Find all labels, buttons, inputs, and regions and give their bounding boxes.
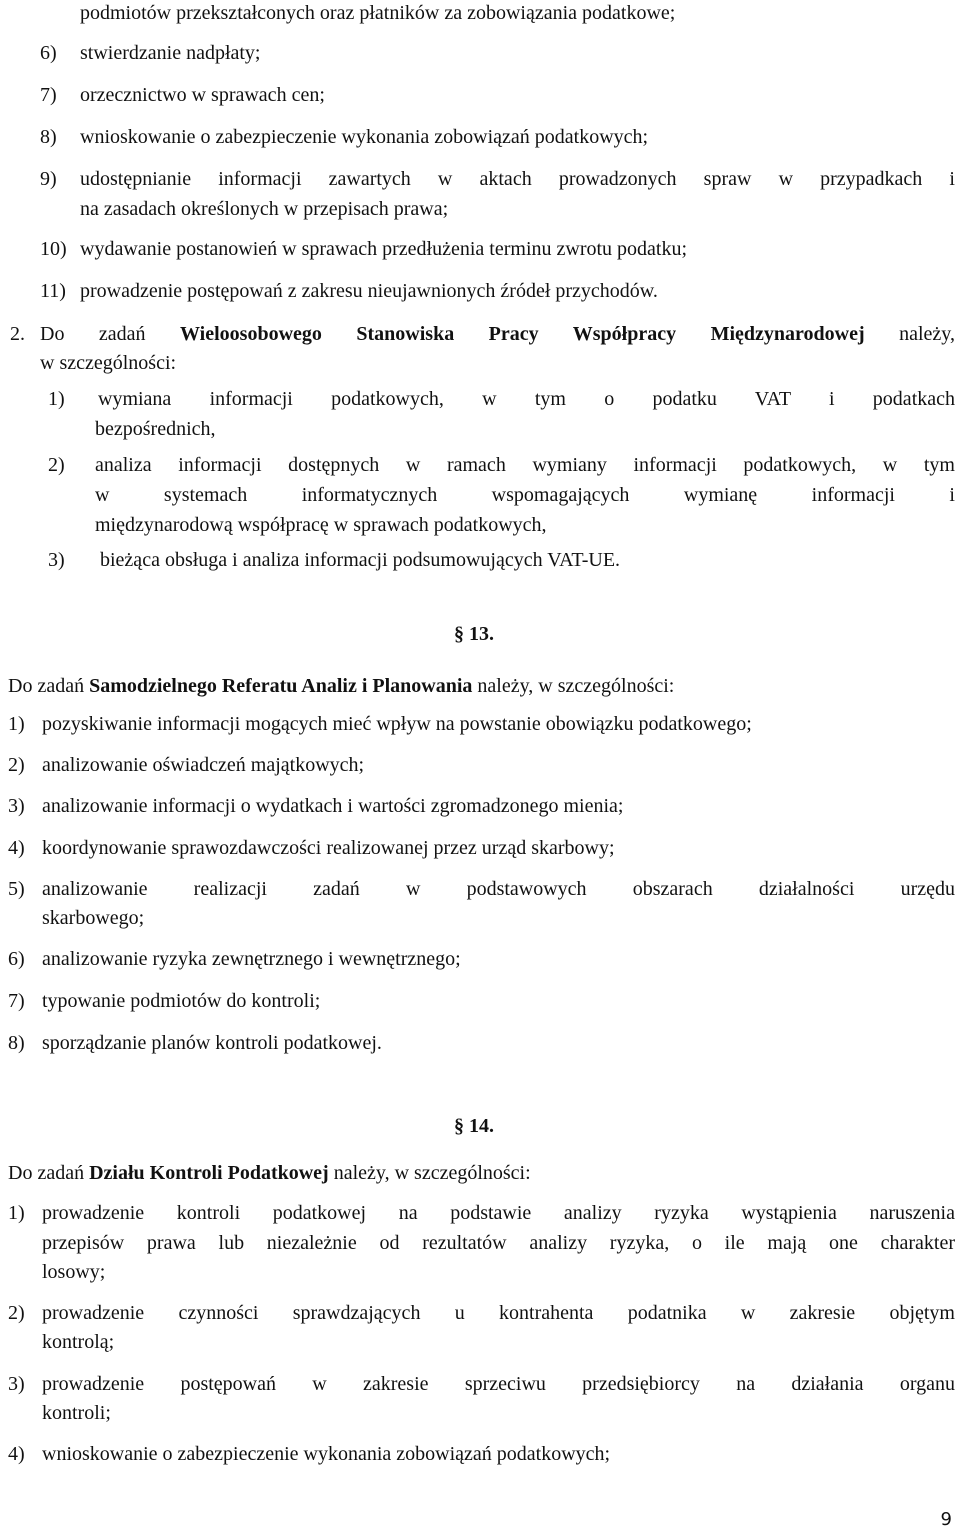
s13-num-8: 8): [8, 1032, 25, 1054]
para2-line1: [40, 322, 955, 346]
list1-item-8: wnioskowanie o zabezpieczenie wykonania zobowiązań podatkowych;: [80, 126, 649, 148]
s14-num-2: 2): [8, 1302, 25, 1324]
s13-item-5-line1: analizowanie realizacji zadań w podstawowych obszarach działalności urzędu: [42, 878, 955, 900]
list1-item-10: wydawanie postanowień w sprawach przedłużenia terminu zwrotu podatku;: [80, 238, 688, 260]
section-13-pre: Do zadań: [8, 675, 90, 697]
list1-num-11: 11): [40, 280, 66, 302]
s13-num-7: 7): [8, 990, 25, 1012]
s14-num-1: 1): [8, 1202, 25, 1224]
list1-num-6: 6): [40, 42, 57, 64]
s13-num-3: 3): [8, 795, 25, 817]
section-14-unit-name: Działu Kontroli Podatkowej: [89, 1162, 329, 1184]
list1-num-8: 8): [40, 126, 57, 148]
para2-item-2-line3: międzynarodową współpracę w sprawach podatkowych,: [95, 514, 547, 536]
page-number: 9: [940, 1509, 952, 1530]
intro-continuation: podmiotów przekształconych oraz płatników za zobowiązania podatkowe;: [80, 2, 676, 24]
s13-num-6: 6): [8, 948, 25, 970]
list1-item-7: orzecznictwo w sprawach cen;: [80, 84, 325, 106]
s14-item-3-line2: kontroli;: [42, 1402, 111, 1424]
para2-num-2: 2): [48, 454, 65, 476]
list1-item-9-line1: udostępnianie informacji zawartych w aktach prowadzonych spraw w przypadkach i: [80, 168, 955, 190]
s13-item-4: koordynowanie sprawozdawczości realizowanej przez urząd skarbowy;: [42, 837, 615, 859]
s13-item-3: analizowanie informacji o wydatkach i wartości zgromadzonego mienia;: [42, 795, 624, 817]
list1-num-9: 9): [40, 168, 57, 190]
s13-num-2: 2): [8, 754, 25, 776]
para2-num-1: 1): [48, 388, 65, 410]
s13-num-4: 4): [8, 837, 25, 859]
s13-item-7: typowanie podmiotów do kontroli;: [42, 990, 321, 1012]
s13-item-5-line2: skarbowego;: [42, 907, 145, 929]
para2-pre: Do zadań: [40, 323, 181, 345]
list1-num-10: 10): [40, 238, 67, 260]
s13-item-2: analizowanie oświadczeń majątkowych;: [42, 754, 365, 776]
s14-item-4: wnioskowanie o zabezpieczenie wykonania zobowiązań podatkowych;: [42, 1443, 611, 1465]
s13-item-8: sporządzanie planów kontroli podatkowej.: [42, 1032, 382, 1054]
para2-number: 2.: [10, 323, 25, 345]
para2-item-2-line1: analiza informacji dostępnych w ramach wymiany informacji podatkowych, w tym: [95, 454, 955, 476]
section-14-post: należy, w szczególności:: [328, 1162, 531, 1184]
section-14-heading: § 14.: [454, 1115, 494, 1137]
s14-num-3: 3): [8, 1373, 25, 1395]
section-13-unit-name: Samodzielnego Referatu Analiz i Planowania: [89, 675, 473, 697]
section-13-heading: § 13.: [454, 623, 494, 645]
s13-num-5: 5): [8, 878, 25, 900]
para2-item-3: bieżąca obsługa i analiza informacji podsumowujących VAT-UE.: [100, 549, 621, 571]
s13-item-6: analizowanie ryzyka zewnętrznego i wewnętrznego;: [42, 948, 461, 970]
list1-item-11: prowadzenie postępowań z zakresu nieujawnionych źródeł przychodów.: [80, 280, 658, 302]
s14-item-2-line2: kontrolą;: [42, 1331, 115, 1353]
para2-post: należy,: [864, 323, 955, 345]
list1-item-6: stwierdzanie nadpłaty;: [80, 42, 261, 64]
section-13-post: należy, w szczególności:: [472, 675, 675, 697]
s14-item-3-line1: prowadzenie postępowań w zakresie sprzeciwu przedsiębiorcy na działania organu: [42, 1373, 955, 1395]
s14-item-2-line1: prowadzenie czynności sprawdzających u kontrahenta podatnika w zakresie objętym: [42, 1302, 955, 1324]
para2-item-1-line1: wymiana informacji podatkowych, w tym o podatku VAT i podatkach: [98, 388, 955, 410]
section-14-intro: [8, 1161, 531, 1185]
s14-num-4: 4): [8, 1443, 25, 1465]
para2-num-3: 3): [48, 549, 65, 571]
list1-item-9-line2: na zasadach określonych w przepisach prawa;: [80, 198, 449, 220]
list1-num-7: 7): [40, 84, 57, 106]
s13-num-1: 1): [8, 713, 25, 735]
s14-item-1-line2: przepisów prawa lub niezależnie od rezultatów analizy ryzyka, o ile mają one charakter: [42, 1232, 955, 1254]
s14-item-1-line3: losowy;: [42, 1261, 106, 1283]
para2-item-2-line2: w systemach informatycznych wspomagających wymianę informacji i: [95, 484, 955, 506]
section-13-intro: [8, 674, 674, 698]
para2-unit-name: Wieloosobowego Stanowiska Pracy Współpracy Międzynarodowej: [180, 323, 865, 345]
s14-item-1-line1: prowadzenie kontroli podatkowej na podstawie analizy ryzyka wystąpienia naruszenia: [42, 1202, 955, 1224]
s13-item-1: pozyskiwanie informacji mogących mieć wpływ na powstanie obowiązku podatkowego;: [42, 713, 752, 735]
para2-item-1-line2: bezpośrednich,: [95, 418, 216, 440]
section-14-pre: Do zadań: [8, 1162, 90, 1184]
para2-line2: w szczególności:: [40, 352, 177, 374]
